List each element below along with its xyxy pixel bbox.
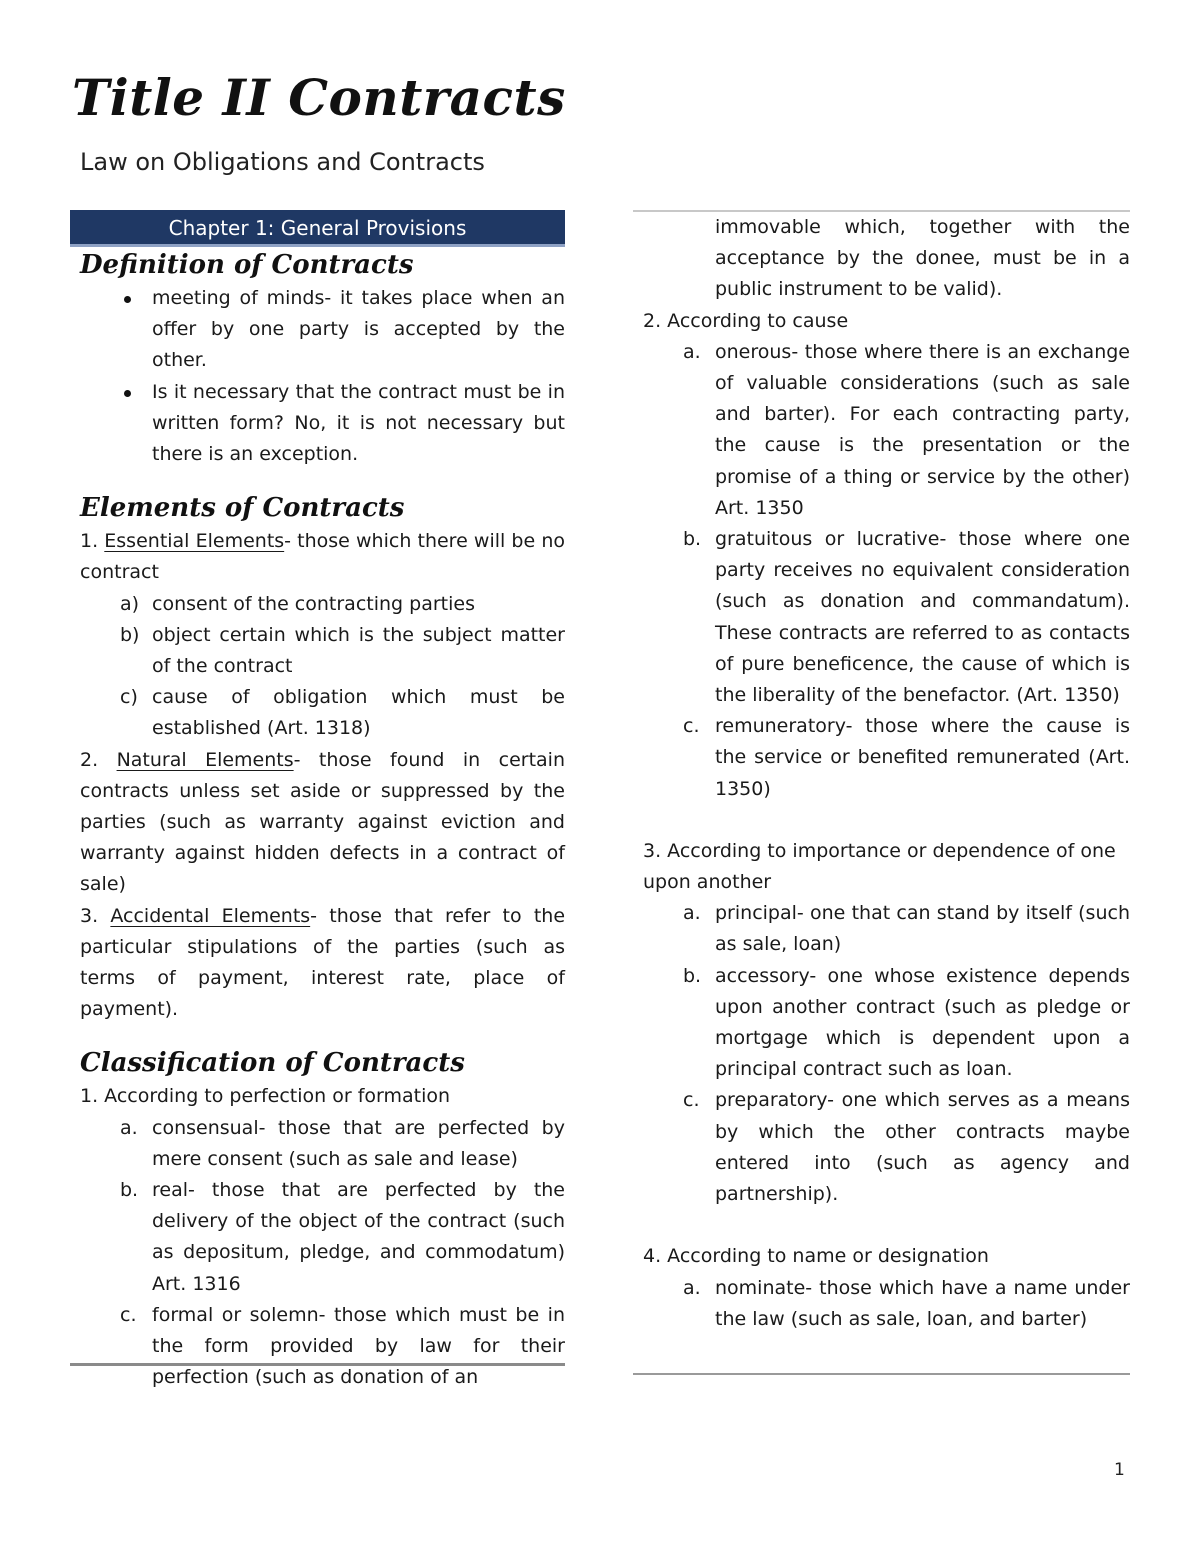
column-divider-bottom-left xyxy=(70,1363,565,1366)
natural-elements: 2. Natural Elements- those found in certain contracts unless set aside or suppressed by the parties (such as warranty against eviction and warranty against hidden defects in a contract of sale) xyxy=(80,748,566,896)
document-subtitle: Law on Obligations and Contracts xyxy=(80,148,485,176)
accidental-elements-term: Accidental Elements xyxy=(110,904,311,927)
definition-bullet: Is it necessary that the contract must be in written form? No, it is not necessary but there is an exception. xyxy=(80,377,565,471)
essential-elements-term: Essential Elements xyxy=(104,530,285,553)
right-column xyxy=(633,210,1130,1335)
list-item: c. preparatory- one which serves as a means by which the other contracts maybe entered into (such as agency and partnership). xyxy=(683,1089,1130,1206)
list-item: b. accessory- one whose existence depends upon another contract (such as pledge or mortgage which is dependent upon a principal contract such as loan. xyxy=(683,964,1130,1081)
list-item: a. onerous- those where there is an exchange of valuable considerations (such as sale and barter). For each contracting party, the cause is the presentation or the promise of a thing or service by the other) Art. 1350 xyxy=(683,340,1130,519)
natural-elements-term: Natural Elements xyxy=(116,748,294,771)
essential-elements: 1. Essential Elements- those which there will be no contract xyxy=(80,530,565,584)
name-label: 4. According to name or designation xyxy=(643,1245,989,1268)
list-item-continued: immovable which, together with the acceptance by the donee, must be in a public instrument to be valid). xyxy=(715,216,1130,301)
definition-bullet: meeting of minds- it takes place when an offer by one party is accepted by the other. xyxy=(80,283,565,377)
definition-heading: Definition of Contracts xyxy=(80,250,414,280)
list-item: b. real- those that are perfected by the delivery of the object of the contract (such as depositum, pledge, and commodatum) Art. 1316 xyxy=(120,1179,565,1295)
list-item: a. nominate- those which have a name under the law (such as sale, loan, and barter) xyxy=(683,1276,1130,1330)
perfection-label: 1. According to perfection or formation xyxy=(80,1085,451,1108)
list-item: a. principal- one that can stand by itself (such as sale, loan) xyxy=(683,902,1130,956)
document-title: Title II Contracts xyxy=(72,68,566,127)
list-item: b. gratuitous or lucrative- those where one party receives no equivalent consideration (such as donation and commandatum). These contracts are referred to as contacts of pure beneficence, the cause of which is the liberality of the benefactor. (Art. 1350) xyxy=(683,528,1130,707)
cause-label: 2. According to cause xyxy=(643,309,849,332)
accidental-elements: 3. Accidental Elements- those that refer to the particular stipulations of the parties (such as terms of payment, interest rate, place of payment). xyxy=(80,904,566,1021)
list-item: a) consent of the contracting parties xyxy=(120,592,475,615)
page-number: 1 xyxy=(1114,1460,1125,1480)
chapter-banner: Chapter 1: General Provisions xyxy=(70,210,565,247)
list-item: c. remuneratory- those where the cause is the service or benefited remunerated (Art. 1350) xyxy=(683,715,1130,800)
classification-heading: Classification of Contracts xyxy=(80,1048,465,1079)
left-column xyxy=(70,210,565,1394)
elements-heading: Elements of Contracts xyxy=(80,493,405,524)
list-item: a. consensual- those that are perfected by mere consent (such as sale and lease) xyxy=(120,1116,565,1170)
bullet-icon xyxy=(124,296,131,303)
list-item: b) object certain which is the subject matter of the contract xyxy=(120,623,565,678)
importance-label: 3. According to importance or dependence of one upon another xyxy=(643,839,1116,894)
list-item: c) cause of obligation which must be established (Art. 1318) xyxy=(120,686,565,740)
bullet-icon xyxy=(124,390,131,397)
list-item: c. formal or solemn- those which must be in the form provided by law for their perfection (such as donation of an xyxy=(120,1303,565,1389)
column-divider-bottom-right xyxy=(633,1373,1130,1375)
